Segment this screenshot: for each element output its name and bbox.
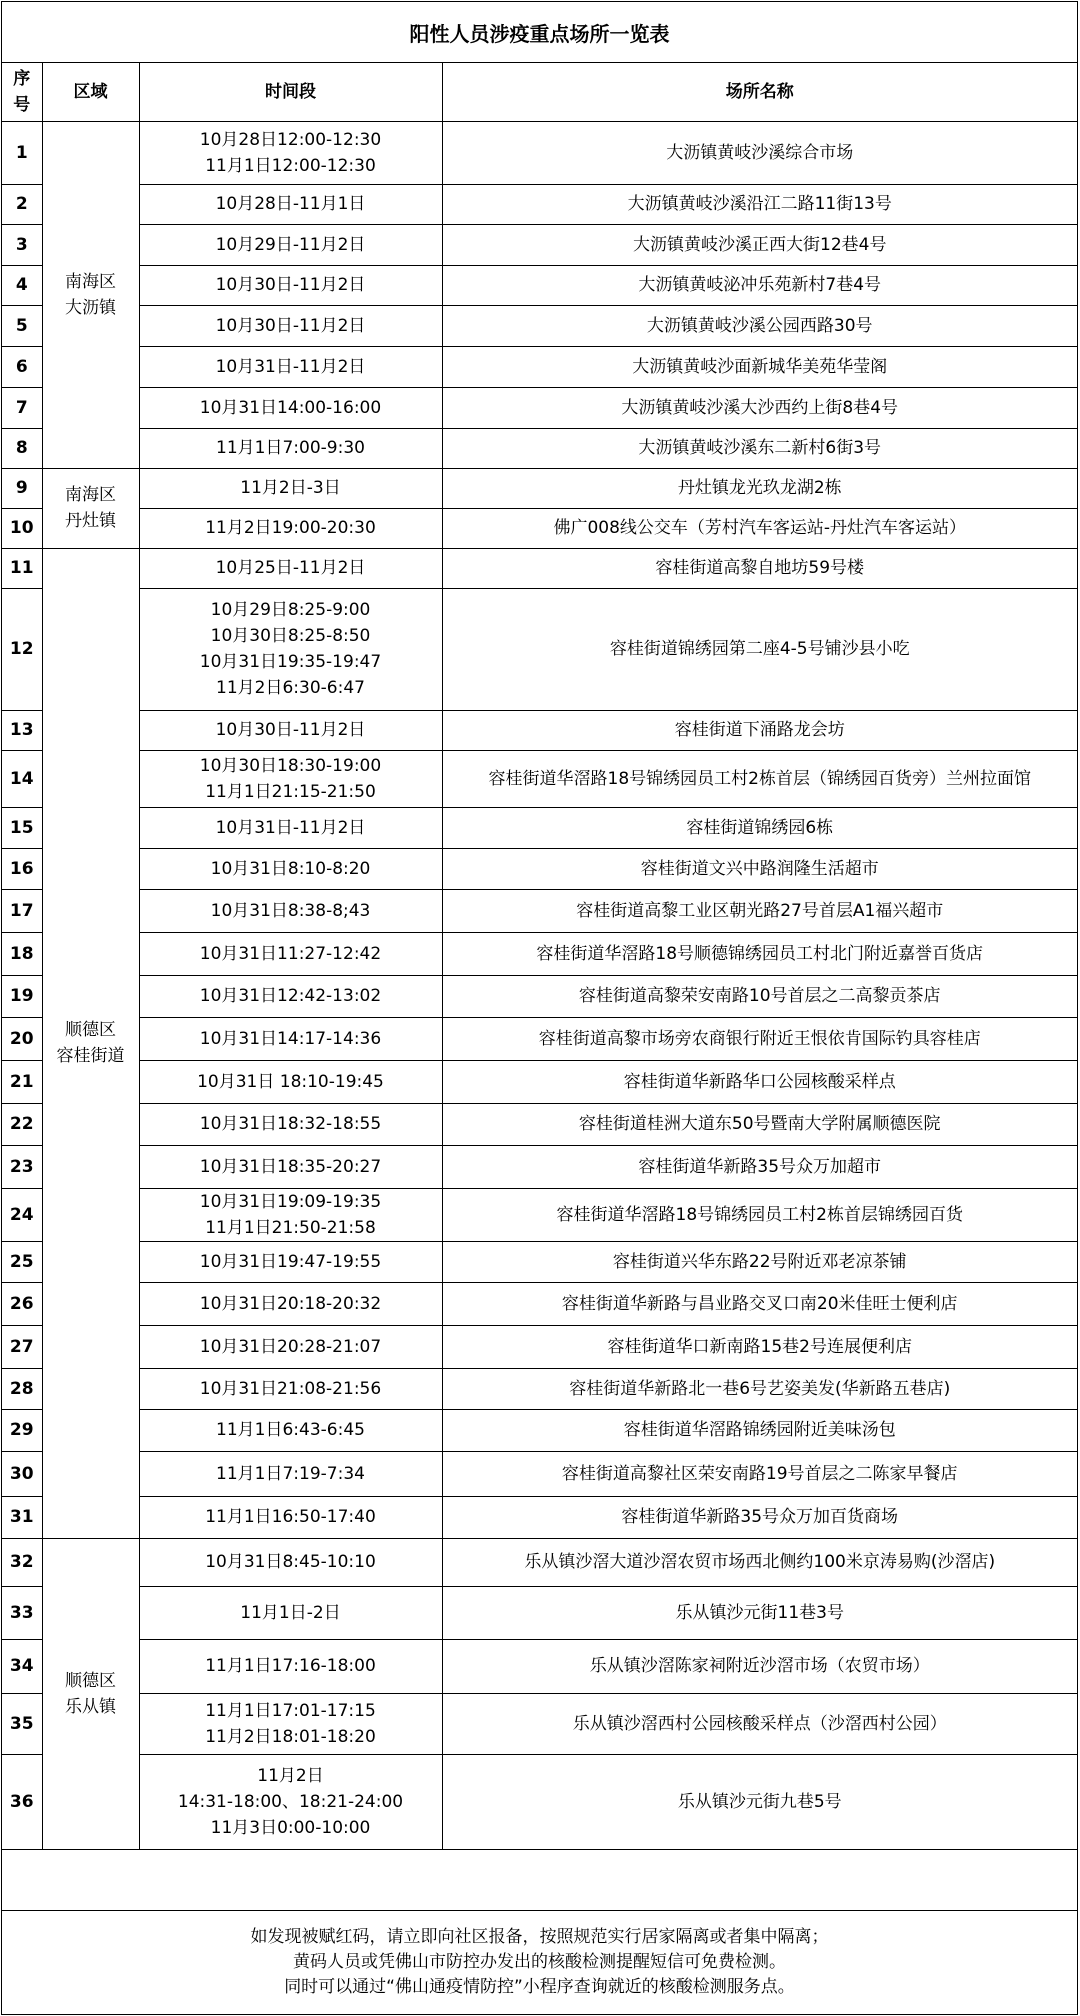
time-cell — [139, 1188, 442, 1241]
table-row — [2, 750, 1077, 807]
place-cell: 大沥镇黄岐泌冲乐苑新村7巷4号 — [442, 265, 1077, 305]
time-cell — [139, 807, 442, 848]
time-cell — [139, 184, 442, 224]
row-index: 25 — [2, 1241, 42, 1282]
row-index: 4 — [2, 265, 42, 305]
time-cell — [139, 1017, 442, 1060]
table-row — [2, 1145, 1077, 1188]
region-line: 顺德区 — [65, 1670, 116, 1691]
row-index: 3 — [2, 224, 42, 265]
table-row — [2, 1496, 1077, 1538]
time-line: 10月29日-11月2日 — [215, 234, 366, 255]
table-row — [2, 184, 1077, 224]
place-cell: 乐从镇沙滘西村公园核酸采样点（沙滘西村公园） — [442, 1693, 1077, 1754]
table-row — [2, 1538, 1077, 1586]
table-row — [2, 975, 1077, 1017]
row-index: 2 — [2, 184, 42, 224]
time-cell — [139, 588, 442, 710]
place-cell: 容桂街道文兴中路润隆生活超市 — [442, 848, 1077, 889]
time-line: 10月31日19:47-19:55 — [199, 1251, 382, 1272]
time-line: 11月2日6:30-6:47 — [216, 678, 365, 698]
place-cell: 容桂街道华滘路18号锦绣园员工村2栋首层锦绣园百货 — [442, 1188, 1077, 1241]
table-row — [2, 807, 1077, 848]
place-cell: 丹灶镇龙光玖龙湖2栋 — [442, 468, 1077, 508]
region-line: 南海区 — [65, 485, 116, 505]
region-lecong — [42, 1538, 139, 1849]
time-cell — [139, 1145, 442, 1188]
place-cell: 容桂街道华滘路18号锦绣园员工村2栋首层（锦绣园百货旁）兰州拉面馆 — [442, 750, 1077, 807]
row-index: 18 — [2, 932, 42, 975]
time-line: 11月1日7:19-7:34 — [216, 1463, 365, 1484]
row-index: 36 — [2, 1754, 42, 1849]
time-line: 11月1日16:50-17:40 — [205, 1507, 376, 1527]
header-index-top: 序 — [13, 68, 31, 89]
time-line: 11月2日18:01-18:20 — [205, 1726, 376, 1747]
table-row — [2, 1060, 1077, 1103]
row-index: 14 — [2, 750, 42, 807]
header-place: 场所名称 — [442, 63, 1077, 121]
time-line: 10月28日12:00-12:30 — [199, 129, 382, 150]
time-cell — [139, 932, 442, 975]
time-line: 10月31日20:18-20:32 — [199, 1293, 382, 1314]
time-line: 14:31-18:00、18:21-24:00 — [177, 1791, 404, 1812]
row-index: 34 — [2, 1639, 42, 1693]
table-row — [2, 710, 1077, 750]
table-row — [2, 1282, 1077, 1325]
time-line: 10月31日8:38-8;43 — [210, 900, 371, 921]
place-cell: 大沥镇黄岐沙溪综合市场 — [442, 121, 1077, 184]
time-line: 11月2日 — [257, 1765, 324, 1786]
time-line: 11月2日-3日 — [240, 478, 341, 498]
row-index: 20 — [2, 1017, 42, 1060]
place-cell: 容桂街道桂洲大道东50号暨南大学附属顺德医院 — [442, 1103, 1077, 1145]
header-time: 时间段 — [139, 63, 442, 121]
time-line: 10月31日20:28-21:07 — [199, 1336, 382, 1357]
time-line: 11月1日21:50-21:58 — [205, 1217, 376, 1238]
place-cell: 容桂街道华滘路18号顺德锦绣园员工村北门附近嘉誉百货店 — [442, 932, 1077, 975]
table-row — [2, 346, 1077, 387]
time-line: 10月30日-11月2日 — [215, 315, 366, 336]
time-line: 10月31日-11月2日 — [215, 356, 366, 377]
row-index: 23 — [2, 1145, 42, 1188]
table-row — [2, 1241, 1077, 1282]
places-table — [2, 63, 1077, 1850]
time-line: 10月30日-11月2日 — [215, 720, 366, 740]
time-line: 10月31日14:00-16:00 — [199, 397, 382, 418]
region-line: 大沥镇 — [65, 297, 116, 318]
time-line: 10月31日8:10-8:20 — [210, 858, 371, 879]
time-cell — [139, 1282, 442, 1325]
time-line: 10月31日19:35-19:47 — [199, 652, 382, 672]
time-cell — [139, 975, 442, 1017]
place-cell: 大沥镇黄岐沙溪公园西路30号 — [442, 305, 1077, 346]
footer-line: 如发现被赋红码，请立即向社区报备，按照规范实行居家隔离或者集中隔离； — [250, 1927, 829, 1947]
row-index: 30 — [2, 1451, 42, 1496]
row-index: 16 — [2, 848, 42, 889]
time-cell — [139, 1103, 442, 1145]
region-line: 容桂街道 — [56, 1046, 125, 1066]
place-cell: 乐从镇沙滘陈家祠附近沙滘市场（农贸市场） — [442, 1639, 1077, 1693]
table-row — [2, 1103, 1077, 1145]
table-row — [2, 1188, 1077, 1241]
place-cell: 乐从镇沙滘大道沙滘农贸市场西北侧约100米京涛易购(沙滘店) — [442, 1538, 1077, 1586]
row-index: 13 — [2, 710, 42, 750]
time-line: 10月28日-11月1日 — [215, 194, 366, 214]
time-line: 11月1日21:15-21:50 — [205, 781, 376, 802]
time-line: 11月1日6:43-6:45 — [216, 1420, 365, 1440]
time-cell — [139, 1639, 442, 1693]
time-cell — [139, 224, 442, 265]
table-row — [2, 387, 1077, 428]
place-cell: 容桂街道高黎社区荣安南路19号首层之二陈家早餐店 — [442, 1451, 1077, 1496]
place-cell: 容桂街道华口新南路15巷2号连展便利店 — [442, 1325, 1077, 1368]
place-cell: 大沥镇黄岐沙溪正西大街12巷4号 — [442, 224, 1077, 265]
time-cell — [139, 346, 442, 387]
time-cell — [139, 508, 442, 548]
time-line: 11月2日19:00-20:30 — [205, 518, 376, 538]
time-cell — [139, 889, 442, 932]
time-line: 11月1日17:16-18:00 — [205, 1656, 376, 1676]
row-index: 6 — [2, 346, 42, 387]
place-cell: 容桂街道高黎荣安南路10号首层之二高黎贡茶店 — [442, 975, 1077, 1017]
time-cell — [139, 1325, 442, 1368]
time-line: 11月1日-2日 — [240, 1602, 341, 1623]
time-line: 10月29日8:25-9:00 — [210, 600, 371, 620]
table-row — [2, 468, 1077, 508]
region-line: 南海区 — [65, 271, 116, 292]
footer-line: 黄码人员或凭佛山市防控办发出的核酸检测提醒短信可免费检测。 — [293, 1952, 786, 1972]
time-cell — [139, 1754, 442, 1849]
row-index: 35 — [2, 1693, 42, 1754]
time-cell — [139, 1496, 442, 1538]
table-row — [2, 1368, 1077, 1409]
row-index: 31 — [2, 1496, 42, 1538]
time-cell — [139, 1241, 442, 1282]
table-row — [2, 508, 1077, 548]
time-line: 10月31日18:35-20:27 — [199, 1156, 382, 1177]
table-row — [2, 1639, 1077, 1693]
row-index: 19 — [2, 975, 42, 1017]
time-cell — [139, 468, 442, 508]
time-cell — [139, 710, 442, 750]
header-index-bottom: 号 — [13, 94, 31, 115]
region-line: 顺德区 — [65, 1020, 116, 1040]
time-line: 10月30日-11月2日 — [215, 275, 366, 295]
time-cell — [139, 428, 442, 468]
row-index: 32 — [2, 1538, 42, 1586]
time-line: 10月31日12:42-13:02 — [199, 986, 382, 1006]
table-row — [2, 1451, 1077, 1496]
row-index: 24 — [2, 1188, 42, 1241]
time-cell — [139, 265, 442, 305]
row-index: 5 — [2, 305, 42, 346]
row-index: 8 — [2, 428, 42, 468]
place-cell: 容桂街道兴华东路22号附近邓老凉茶铺 — [442, 1241, 1077, 1282]
table-row — [2, 428, 1077, 468]
time-cell — [139, 848, 442, 889]
table-row — [2, 1754, 1077, 1849]
time-line: 10月31日21:08-21:56 — [199, 1378, 382, 1399]
row-index: 27 — [2, 1325, 42, 1368]
table-row — [2, 265, 1077, 305]
place-cell: 容桂街道高黎工业区朝光路27号首层A1福兴超市 — [442, 889, 1077, 932]
time-line: 11月1日7:00-9:30 — [216, 438, 365, 458]
place-cell: 佛广008线公交车（芳村汽车客运站-丹灶汽车客运站） — [442, 508, 1077, 548]
time-cell — [139, 305, 442, 346]
time-line: 10月31日18:32-18:55 — [199, 1114, 382, 1134]
row-index: 15 — [2, 807, 42, 848]
time-line: 10月30日18:30-19:00 — [199, 755, 382, 776]
table-row — [2, 548, 1077, 588]
place-cell: 容桂街道高黎自地坊59号楼 — [442, 548, 1077, 588]
region-dali — [42, 121, 139, 468]
table-row — [2, 889, 1077, 932]
time-line: 10月31日11:27-12:42 — [199, 943, 382, 964]
place-cell: 乐从镇沙元街九巷5号 — [442, 1754, 1077, 1849]
table-row — [2, 121, 1077, 184]
time-cell — [139, 750, 442, 807]
region-line: 丹灶镇 — [65, 511, 116, 531]
place-cell: 容桂街道华滘路锦绣园附近美味汤包 — [442, 1409, 1077, 1451]
table-row — [2, 1017, 1077, 1060]
time-line: 10月30日8:25-8:50 — [210, 626, 371, 646]
time-cell — [139, 387, 442, 428]
place-cell: 容桂街道华新路北一巷6号艺姿美发(华新路五巷店) — [442, 1368, 1077, 1409]
table-row — [2, 848, 1077, 889]
time-cell — [139, 1368, 442, 1409]
time-cell — [139, 1060, 442, 1103]
footer-notice — [2, 1910, 1077, 2014]
place-cell: 容桂街道华新路与昌业路交叉口南20米佳旺士便利店 — [442, 1282, 1077, 1325]
table-row — [2, 588, 1077, 710]
place-cell: 乐从镇沙元街11巷3号 — [442, 1586, 1077, 1639]
covid-places-sheet — [1, 1, 1078, 2015]
place-cell: 容桂街道锦绣园6栋 — [442, 807, 1077, 848]
region-line: 乐从镇 — [65, 1696, 116, 1717]
time-cell — [139, 121, 442, 184]
table-row — [2, 1325, 1077, 1368]
place-cell: 大沥镇黄岐沙面新城华美苑华莹阁 — [442, 346, 1077, 387]
table-row — [2, 1586, 1077, 1639]
row-index: 22 — [2, 1103, 42, 1145]
table-row — [2, 932, 1077, 975]
time-line: 10月25日-11月2日 — [215, 558, 366, 578]
place-cell: 容桂街道华新路35号众万加百货商场 — [442, 1496, 1077, 1538]
time-cell — [139, 1538, 442, 1586]
header-region: 区域 — [42, 63, 139, 121]
footer-line: 同时可以通过“佛山通疫情防控”小程序查询就近的核酸检测服务点。 — [284, 1977, 795, 1997]
row-index: 1 — [2, 121, 42, 184]
row-index: 12 — [2, 588, 42, 710]
row-index: 7 — [2, 387, 42, 428]
row-index: 33 — [2, 1586, 42, 1639]
row-index: 21 — [2, 1060, 42, 1103]
time-line: 11月1日17:01-17:15 — [205, 1700, 376, 1721]
table-header-row — [2, 63, 1077, 121]
time-cell — [139, 1451, 442, 1496]
place-cell: 容桂街道高黎市场旁农商银行附近王恨依肯国际钓具容桂店 — [442, 1017, 1077, 1060]
row-index: 17 — [2, 889, 42, 932]
time-line: 10月31日 18:10-19:45 — [197, 1071, 384, 1092]
time-line: 10月31日14:17-14:36 — [199, 1028, 382, 1049]
time-line: 10月31日19:09-19:35 — [199, 1191, 382, 1212]
row-index: 10 — [2, 508, 42, 548]
table-row — [2, 224, 1077, 265]
place-cell: 容桂街道下涌路龙会坊 — [442, 710, 1077, 750]
place-cell: 大沥镇黄岐沙溪沿江二路11街13号 — [442, 184, 1077, 224]
time-cell — [139, 548, 442, 588]
row-index: 26 — [2, 1282, 42, 1325]
place-cell: 大沥镇黄岐沙溪东二新村6街3号 — [442, 428, 1077, 468]
row-index: 29 — [2, 1409, 42, 1451]
place-cell: 容桂街道锦绣园第二座4-5号铺沙县小吃 — [442, 588, 1077, 710]
time-line: 11月3日0:00-10:00 — [210, 1817, 371, 1838]
time-cell — [139, 1409, 442, 1451]
region-ronggui — [42, 548, 139, 1538]
time-cell — [139, 1693, 442, 1754]
table-row — [2, 1409, 1077, 1451]
time-line: 10月31日8:45-10:10 — [205, 1552, 376, 1572]
time-cell — [139, 1586, 442, 1639]
row-index: 28 — [2, 1368, 42, 1409]
row-index: 11 — [2, 548, 42, 588]
row-index: 9 — [2, 468, 42, 508]
place-cell: 大沥镇黄岐沙溪大沙西约上街8巷4号 — [442, 387, 1077, 428]
region-danzao — [42, 468, 139, 548]
time-line: 10月31日-11月2日 — [215, 817, 366, 838]
place-cell: 容桂街道华新路35号众万加超市 — [442, 1145, 1077, 1188]
header-index — [2, 63, 42, 121]
time-line: 11月1日12:00-12:30 — [205, 155, 376, 176]
sheet-title: 阳性人员涉疫重点场所一览表 — [2, 2, 1077, 63]
table-row — [2, 305, 1077, 346]
place-cell: 容桂街道华新路华口公园核酸采样点 — [442, 1060, 1077, 1103]
table-row — [2, 1693, 1077, 1754]
